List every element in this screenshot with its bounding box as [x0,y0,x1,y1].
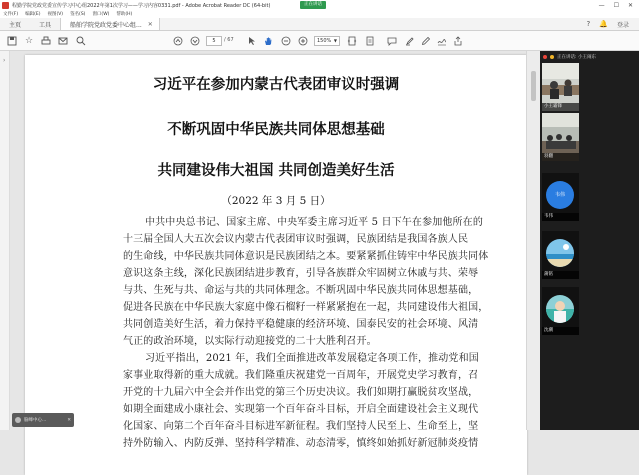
avatar [546,239,574,267]
doc-line: 气正的政治环境，以实际行动迎接党的二十大胜利召开。 [123,336,377,347]
search-icon[interactable] [75,35,87,47]
doc-line: 促进各民族在中华民族大家庭中像石榴籽一样紧紧抱在一起，共同建设伟大祖国， [123,302,489,313]
participant-name: 羽翻 [542,153,579,161]
pdf-page [25,55,527,475]
menu-view[interactable]: 视图(V) [47,12,64,17]
doc-line: 的生命线，中华民族共同体意识是民族团结之本。要紧紧抓住铸牢中华民族共同体 [123,251,489,262]
doc-line: 共同创造美好生活，着力保持平稳健康的经济环境、国泰民安的社会环境、风清 [123,319,479,330]
participant-tile[interactable] [542,113,579,161]
doc-line: 习近平指出，2021 年，我们全面推进改革发展稳定各项工作，推动党和国 [145,353,479,364]
doc-line: 家事业取得新的重大成就。我们隆重庆祝建党一百周年，开展党史学习教育，召 [123,370,479,381]
title-bar [0,0,639,10]
doc-line: 如期全面建成小康社会、实现第一个百年奋斗目标，开启全面建设社会主义现代 [123,404,479,415]
participant-tile[interactable] [542,63,579,111]
status-dot-icon [550,55,554,59]
chevron-right-icon[interactable]: › [3,57,6,64]
menu-edit[interactable]: 编辑(E) [25,12,41,17]
menu-sign[interactable]: 签名(S) [70,12,86,17]
tab-bar [0,18,639,31]
vertical-scrollbar[interactable] [526,51,540,430]
left-panel-toggle[interactable] [0,51,10,430]
doc-line: 中共中央总书记、国家主席、中央军委主席习近平 5 日下午在参加他所在的 [145,217,483,228]
doc-heading-2: 不断巩固中华民族共同体思想基础 [167,121,385,138]
status-dot-icon [543,55,547,59]
email-icon[interactable] [57,35,69,47]
acrobat-icon [2,2,9,9]
participant-name: 韦伟 [542,213,579,221]
participant-name: 小王霜锋 [542,103,579,111]
fit-page-icon[interactable] [346,35,358,47]
doc-heading-1: 习近平在参加内蒙古代表团审议时强调 [152,76,400,93]
bell-icon[interactable]: 🔔 [599,20,608,28]
tab-document-label: 船舶学院党政党委中心组... [70,21,142,29]
sign-icon[interactable] [436,35,448,47]
close-button[interactable]: ✕ [627,1,633,9]
doc-line: 意识这条主线，深化民族团结进步教育，引导各族群众牢固树立休戚与共、荣辱 [123,268,479,279]
chevron-down-icon: ▼ [333,38,337,43]
share-icon[interactable] [452,35,464,47]
minimize-button[interactable]: — [598,1,605,9]
avatar-initials: 韦伟 [554,192,565,198]
comment-icon[interactable] [386,35,398,47]
mini-window-icon [15,417,21,423]
doc-line: 开党的十九届六中全会并作出党的第三个历史决议。我们如期打赢脱贫攻坚战， [123,387,479,398]
page-up-icon[interactable] [172,35,184,47]
toolbar [0,31,639,51]
doc-line: 持外防输入、内防反弹、坚持科学精准、动态清零，慎终如始抓好新冠肺炎疫情 [123,438,479,449]
print-icon[interactable] [40,35,52,47]
zoom-in-icon[interactable] [297,35,309,47]
menu-help[interactable]: 帮助(H) [116,12,133,17]
mini-window-close-icon[interactable]: ✕ [67,417,71,423]
avatar [546,295,574,323]
avatar [546,181,574,209]
floating-mini-window[interactable] [12,413,74,427]
scroll-mode-icon[interactable] [364,35,376,47]
mini-window-label: 脑峰中心... [24,418,47,423]
participant-tile[interactable] [542,287,579,335]
bookmark-star-icon[interactable]: ☆ [24,36,34,46]
doc-date: （2022 年 3 月 5 日） [221,195,331,207]
doc-line: 与共、生死与共、命运与共的共同体理念。不断巩固中华民族共同体思想基础， [123,285,479,296]
zoom-out-icon[interactable] [280,35,292,47]
meeting-panel [540,51,639,430]
page-number-input[interactable]: 5 [206,36,222,46]
meeting-header [540,51,639,63]
doc-line: 化国家、向第二个百年奋斗目标进军新征程。我们坚持人民至上、生命至上，坚 [123,421,479,432]
doc-heading-3: 共同建设伟大祖国 共同创造美好生活 [157,162,395,179]
tab-document[interactable] [60,18,160,30]
scrollbar-thumb[interactable] [531,71,536,101]
highlight-pen-icon[interactable] [404,35,416,47]
draw-pen-icon[interactable] [420,35,432,47]
page-down-icon[interactable] [189,35,201,47]
tab-close-icon[interactable]: ✕ [147,20,153,28]
login-link[interactable]: 登录 [616,21,629,29]
participant-name: 蒲铭 [542,271,579,279]
help-icon[interactable]: ? [586,20,591,28]
save-icon[interactable] [6,35,18,47]
zoom-level-value: 150% [317,38,332,44]
page-total: / 67 [224,37,234,43]
active-speaker-label: 正在讲话: 小王闹东 [557,55,596,60]
zoom-level-select[interactable] [314,36,340,46]
participant-name: 沈潮 [542,327,579,335]
menu-file[interactable]: 文件(F) [3,12,19,17]
tab-tools[interactable]: 工具 [39,21,52,29]
participant-tile[interactable] [542,231,579,279]
hand-tool-icon[interactable] [262,35,274,47]
document-viewport[interactable] [10,51,540,449]
menu-window[interactable]: 窗口(W) [92,12,110,17]
participant-tile[interactable] [542,173,579,221]
tab-home[interactable]: 主页 [9,21,22,29]
window-title: 程勤学院党政党委宣传学习中心组2022年第1次学习——学习内容0331.pdf - Adobe Acrobat Reader DC (64-bit) [12,2,271,9]
speaking-badge[interactable]: 正在讲话 [300,1,326,9]
menu-bar [0,10,639,18]
doc-line: 十三届全国人大五次会议内蒙古代表团审议时强调，民族团结是我国各族人民 [123,234,469,245]
select-cursor-icon[interactable] [246,35,258,47]
maximize-button[interactable]: ☐ [613,1,619,9]
